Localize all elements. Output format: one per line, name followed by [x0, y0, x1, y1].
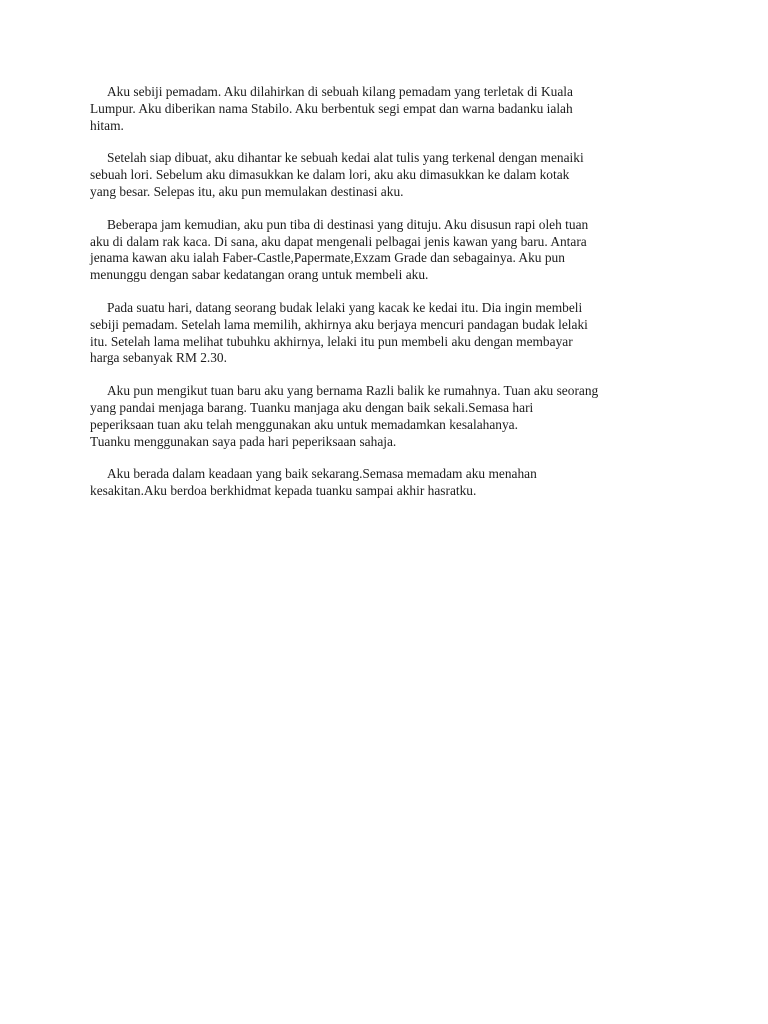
document-body — [90, 84, 690, 516]
paragraph-line: menunggu dengan sabar kedatangan orang untuk membeli aku. — [90, 267, 429, 283]
paragraph-1 — [90, 84, 690, 134]
paragraph-line: Aku berada dalam keadaan yang baik sekarang.Semasa memadam aku menahan — [107, 466, 537, 482]
paragraph-line: itu. Setelah lama melihat tubuhku akhirnya, lelaki itu pun membeli aku dengan membayar — [90, 333, 573, 349]
paragraph-line: Tuanku menggunakan saya pada hari peperiksaan sahaja. — [90, 433, 397, 449]
paragraph-4 — [90, 300, 690, 367]
paragraph-line: Setelah siap dibuat, aku dihantar ke sebuah kedai alat tulis yang terkenal dengan menaiki — [107, 150, 584, 166]
paragraph-line: yang pandai menjaga barang. Tuanku manjaga aku dengan baik sekali.Semasa hari — [90, 399, 534, 415]
paragraph-line: Lumpur. Aku diberikan nama Stabilo. Aku berbentuk segi empat dan warna badanku ialah — [90, 100, 573, 116]
paragraph-line: jenama kawan aku ialah Faber-Castle,Papermate,Exzam Grade dan sebagainya. Aku pun — [90, 250, 565, 266]
paragraph-line: Beberapa jam kemudian, aku pun tiba di destinasi yang dituju. Aku disusun rapi oleh tuan — [107, 216, 589, 232]
paragraph-line: Aku pun mengikut tuan baru aku yang bernama Razli balik ke rumahnya. Tuan aku seorang — [107, 383, 599, 399]
paragraph-line: Aku sebiji pemadam. Aku dilahirkan di sebuah kilang pemadam yang terletak di Kuala — [107, 84, 573, 99]
paragraph-line: sebiji pemadam. Setelah lama memilih, akhirnya aku berjaya mencuri pandagan budak lelaki — [90, 316, 588, 332]
paragraph-line: hitam. — [90, 117, 124, 133]
paragraph-line: harga sebanyak RM 2.30. — [90, 350, 227, 366]
paragraph-6 — [90, 466, 690, 500]
paragraph-5 — [90, 383, 690, 450]
paragraph-line: aku di dalam rak kaca. Di sana, aku dapat mengenali pelbagai jenis kawan yang baru. Antara — [90, 233, 587, 249]
paragraph-line: Pada suatu hari, datang seorang budak lelaki yang kacak ke kedai itu. Dia ingin membeli — [107, 299, 583, 315]
paragraph-line: sebuah lori. Sebelum aku dimasukkan ke dalam lori, aku aku dimasukkan ke dalam kotak — [90, 167, 570, 183]
paragraph-2 — [90, 150, 690, 200]
paragraph-line: peperiksaan tuan aku telah menggunakan aku untuk memadamkan kesalahanya. — [90, 416, 518, 432]
paragraph-line: yang besar. Selepas itu, aku pun memulakan destinasi aku. — [90, 183, 404, 199]
paragraph-line: kesakitan.Aku berdoa berkhidmat kepada tuanku sampai akhir hasratku. — [90, 483, 477, 499]
paragraph-3 — [90, 217, 690, 284]
